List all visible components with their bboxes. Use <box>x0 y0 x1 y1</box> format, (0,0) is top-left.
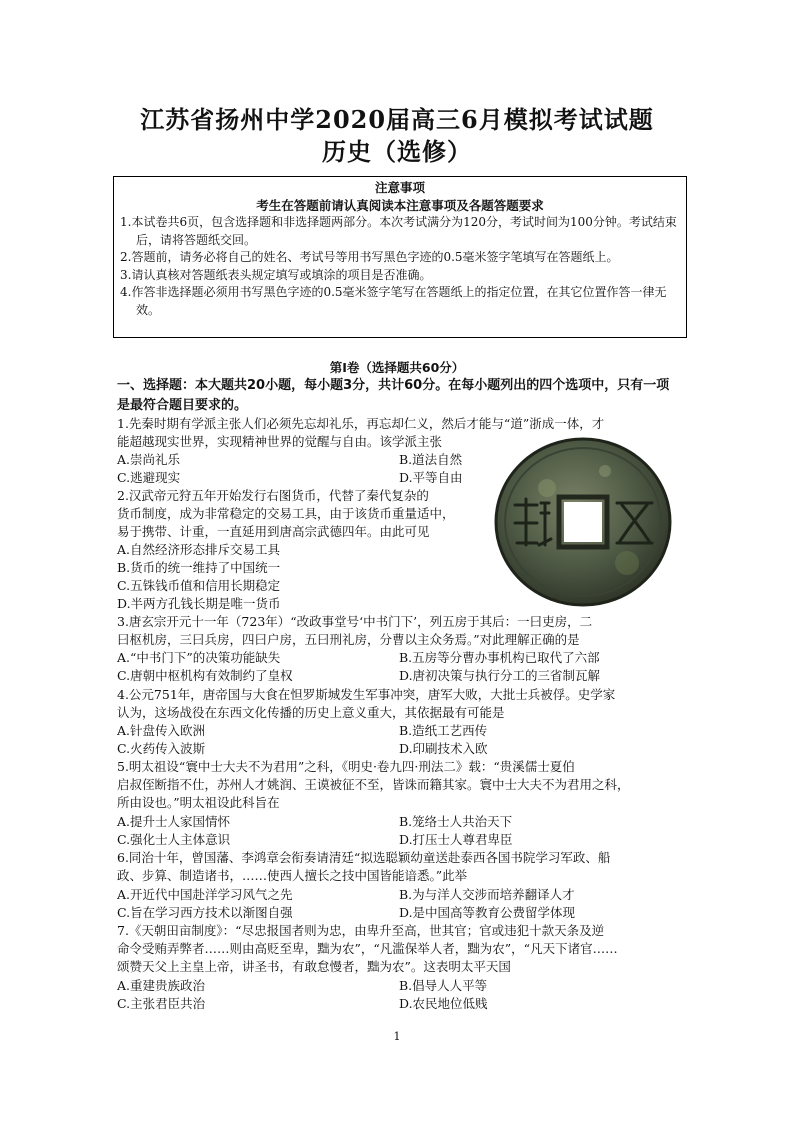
option-a: A.重建贵族政治 <box>117 978 206 993</box>
option-a: A.开近代中国赴洋学习风气之先 <box>117 887 293 902</box>
question-stem: 命令受贿弄弊者……则由高贬至卑，黜为农”，“凡滥保举人者，黜为农”，“凡天下诸官…… <box>117 941 618 956</box>
option-d: D.农民地位低贱 <box>399 996 488 1011</box>
question-stem: 颂赞天父上主皇上帝，讲圣书，有敢怠慢者，黜为农”。这表明太平天国 <box>117 959 511 974</box>
question-stem: 认为，这场战役在东西文化传播的历史上意义重大，其依据最有可能是 <box>117 705 505 720</box>
question-stem: 货币制度，成为非常稳定的交易工具，由于该货币重量适中， <box>117 506 455 521</box>
option-a: A.崇尚礼乐 <box>117 452 181 467</box>
question-stem: 7.《天朝田亩制度》：“尽忠报国者则为忠，由卑升至高，世其官；官或违犯十款天条及逆 <box>117 923 605 938</box>
notice-item: 3.请认真核对答题纸表头规定填写或填涂的项目是否准确。 <box>120 267 432 282</box>
option-c: C.主张君臣共治 <box>117 996 206 1011</box>
notice-item: 2.答题前，请务必将自己的姓名、考试号等用书写黑色字迹的0.5毫米签字笔填写在答题纸上。 <box>120 250 619 264</box>
option-c: C.火药传入波斯 <box>117 741 206 756</box>
question-stem: 3.唐玄宗开元十一年（723年）“改政事堂号‘中书门下’，列五房于其后：一曰吏房，二 <box>117 614 593 629</box>
notice-item: 4.作答非选择题必须用书写黑色字迹的0.5毫米签字笔写在答题纸上的指定位置，在其它位置作答一律无效。 <box>120 285 667 317</box>
option-d: D.唐初决策与执行分工的三省制瓦解 <box>399 668 601 683</box>
question-stem: 所由设也。”明太祖设此科旨在 <box>117 795 280 810</box>
exam-title: 江苏省扬州中学2020届高三6月模拟考试试题 <box>140 105 654 134</box>
question-stem: 4.公元751年，唐帝国与大食在怛罗斯城发生军事冲突，唐军大败，大批士兵被俘。史学家 <box>117 687 616 702</box>
option-c: C.旨在学习西方技术以渐图自强 <box>117 905 293 920</box>
option-d: D.印刷技术入欧 <box>399 741 488 756</box>
option-a: A.针盘传入欧洲 <box>117 723 206 738</box>
option-d: D.平等自由 <box>399 470 463 485</box>
option-b: B.五房等分曹办事机构已取代了六部 <box>399 650 600 665</box>
option-c: C.五铢钱币值和信用长期稳定 <box>117 578 281 593</box>
question-stem: 2.汉武帝元狩五年开始发行右图货币，代替了秦代复杂的 <box>117 488 429 503</box>
part-heading: 一、选择题：本大题共20小题，每小题3分，共计60分。在每小题列出的四个选项中，只有一项是最符合题目要求的。 <box>117 378 670 413</box>
question-stem: 1.先秦时期有学派主张人们必须先忘却礼乐，再忘却仁义，然后才能与“道”浙成一体，才 <box>117 416 605 431</box>
option-c: C.唐朝中枢机构有效制约了皇权 <box>117 668 293 683</box>
option-a: A.提升士人家国情怀 <box>117 814 231 829</box>
notice-box <box>113 176 687 338</box>
option-b: B.道法自然 <box>399 452 463 467</box>
option-b: B.倡导人人平等 <box>399 978 488 993</box>
page-number: 1 <box>393 1030 401 1043</box>
option-c: C.逃避现实 <box>117 470 181 485</box>
option-b: B.造纸工艺西传 <box>399 723 488 738</box>
option-a: A.自然经济形态排斥交易工具 <box>117 542 281 557</box>
option-c: C.强化士人主体意识 <box>117 832 231 847</box>
section-title: 第Ⅰ卷（选择题共60分） <box>329 360 465 375</box>
option-d: D.打压士人尊君卑臣 <box>399 832 513 847</box>
question-stem: 政、步算、制造诸书，……使西人擅长之技中国皆能谙悉。”此举 <box>117 868 468 883</box>
question-stem: 曰枢机房，三曰兵房，四曰户房，五曰刑礼房，分曹以主众务焉。”对此理解正确的是 <box>117 632 580 647</box>
option-b: B.货币的统一维持了中国统一 <box>117 560 281 575</box>
question-stem: 6.同治十年，曾国藩、李鸿章会衔奏请清廷“拟选聪颖幼童送赴泰西各国书院学习军政、船 <box>117 850 611 865</box>
exam-subtitle: 历史（选修） <box>322 137 472 166</box>
question-stem: 启叔侄断指不仕，苏州人才姚润、王谟被征不至，皆诛而籍其家。寰中士大夫不为君用之科， <box>117 777 630 792</box>
option-a: A.“中书门下”的决策功能缺失 <box>117 650 281 665</box>
notice-heading: 注意事项 <box>374 180 425 195</box>
question-stem: 易于携带、计重，一直延用到唐高宗武德四年。由此可见 <box>117 524 430 539</box>
question-stem: 5.明太祖设“寰中士大夫不为君用”之科，《明史·卷九四·刑法二》载：“贵溪儒士夏伯 <box>117 759 575 774</box>
question-stem: 能超越现实世界，实现精神世界的觉醒与自由。该学派主张 <box>117 434 443 449</box>
notice-item: 1.本试卷共6页，包含选择题和非选择题两部分。本次考试满分为120分，考试时间为100分钟。考试结束后，请将答题纸交回。 <box>120 215 677 247</box>
option-b: B.为与洋人交涉而培养翻译人才 <box>399 887 575 902</box>
option-b: B.笼络士人共治天下 <box>399 814 513 829</box>
notice-subheading: 考生在答题前请认真阅读本注意事项及各题答题要求 <box>256 197 544 213</box>
option-d: D.是中国高等教育公费留学体现 <box>399 905 576 920</box>
wuzhu-coin-image <box>487 433 677 608</box>
option-d: D.半两方孔钱长期是唯一货币 <box>117 596 281 611</box>
